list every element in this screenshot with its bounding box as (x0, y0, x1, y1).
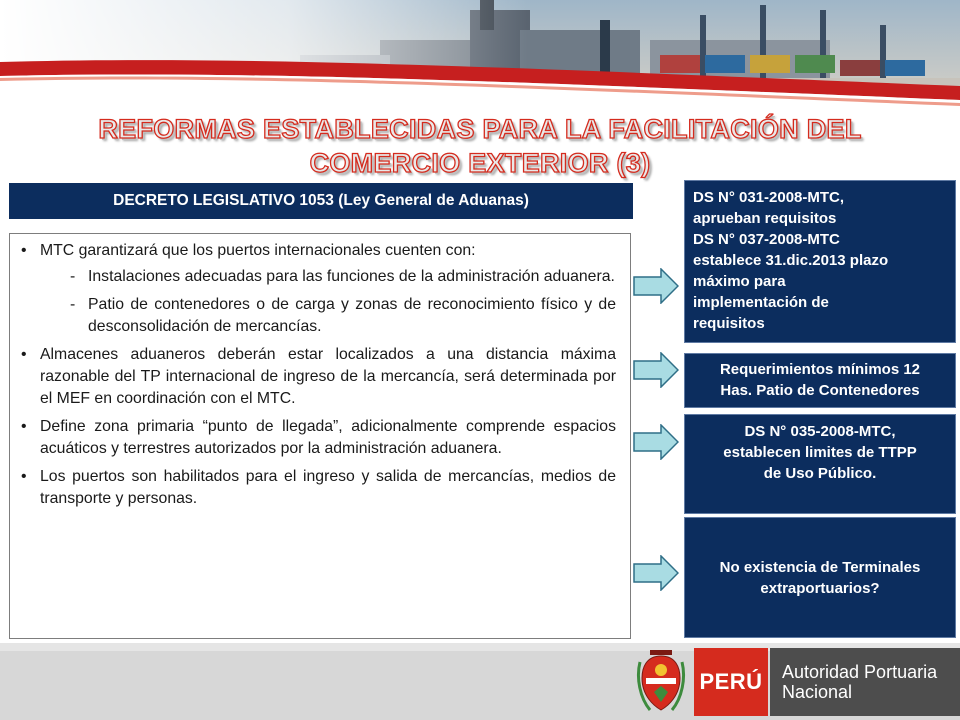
page-title (40, 112, 920, 180)
info-box-line: establecen limites de TTPP (723, 444, 917, 461)
list-item (20, 466, 616, 510)
info-box-line: implementación de (693, 294, 829, 311)
peru-brand-block (694, 648, 768, 716)
info-box-line: DS N° 035-2008-MTC, (744, 423, 896, 440)
organization-name-line-1: Autoridad Portuaria (782, 662, 938, 682)
list-item (20, 344, 616, 410)
info-box-terminales (684, 517, 956, 638)
info-box-text (720, 557, 921, 599)
info-box-line: Has. Patio de Contenedores (720, 382, 920, 399)
decree-header-text: DECRETO LEGISLATIVO 1053 (Ley General de Aduanas) (113, 192, 529, 209)
info-box-line: establece 31.dic.2013 plazo (693, 252, 889, 269)
title-line-2: COMERCIO EXTERIOR (3) (309, 148, 651, 178)
arrow-right-icon (633, 424, 679, 460)
info-box-line: de Uso Público. (763, 465, 877, 482)
title-line-1: REFORMAS ESTABLECIDAS PARA LA FACILITACIÓN DEL (98, 114, 862, 144)
sub-item (40, 266, 616, 288)
bullet-marker: • (21, 418, 27, 435)
arrow-right-icon (633, 352, 679, 388)
info-box-line: DS N° 037-2008-MTC (693, 231, 840, 248)
coat-of-arms-icon (636, 648, 686, 718)
info-box-line: extraportuarios? (760, 579, 880, 597)
port-photo-banner (0, 0, 960, 110)
bullet-marker: • (21, 242, 27, 259)
main-content-box (9, 233, 631, 639)
info-box-requisitos (684, 180, 956, 343)
bullet-text: MTC garantizará que los puertos internacionales cuenten con: (40, 242, 476, 259)
sub-item-text: Patio de contenedores o de carga y zonas de reconocimiento físico y de desconsolidación de mercancías. (88, 296, 616, 335)
info-box-requerimientos (684, 353, 956, 408)
sub-item-text: Instalaciones adecuadas para las funciones de la administración aduanera. (88, 268, 615, 285)
list-item (20, 240, 616, 338)
bullet-list (20, 240, 616, 510)
info-box-line: DS N° 031-2008-MTC, (693, 189, 845, 206)
arrow-right-icon (633, 268, 679, 304)
list-item (20, 416, 616, 460)
info-box-line: máximo para (693, 273, 786, 290)
dash-marker: - (70, 296, 76, 313)
bullet-marker: • (21, 346, 27, 363)
bullet-marker: • (21, 468, 27, 485)
header-banner (0, 0, 960, 110)
sub-item (40, 294, 616, 338)
info-box-line: requisitos (693, 315, 765, 332)
decree-header-bar (9, 183, 633, 219)
info-box-limites-ttpp (684, 414, 956, 514)
arrow-right-icon (633, 555, 679, 591)
bullet-text: Los puertos son habilitados para el ingreso y salida de mercancías, medios de transporte y personas. (40, 468, 616, 507)
organization-logo-block (770, 648, 960, 716)
info-box-line: Requerimientos mínimos 12 (719, 361, 921, 378)
info-box-line: aprueban requisitos (693, 210, 837, 227)
bullet-text: Almacenes aduaneros deberán estar localizados a una distancia máxima razonable del TP internacional de ingreso de la mercancía, será determinada por el MEF en coordinación con el MTC. (40, 346, 616, 407)
organization-name-line-2: Nacional (782, 682, 853, 702)
slide-title (40, 112, 920, 180)
dash-marker: - (70, 268, 76, 285)
bullet-text: Define zona primaria “punto de llegada”, adicionalmente comprende espacios acuáticos y terrestres autorizados por la administración aduanera. (40, 418, 616, 457)
peru-label: PERÚ (699, 669, 763, 694)
info-box-line: No existencia de Terminales (719, 558, 921, 576)
